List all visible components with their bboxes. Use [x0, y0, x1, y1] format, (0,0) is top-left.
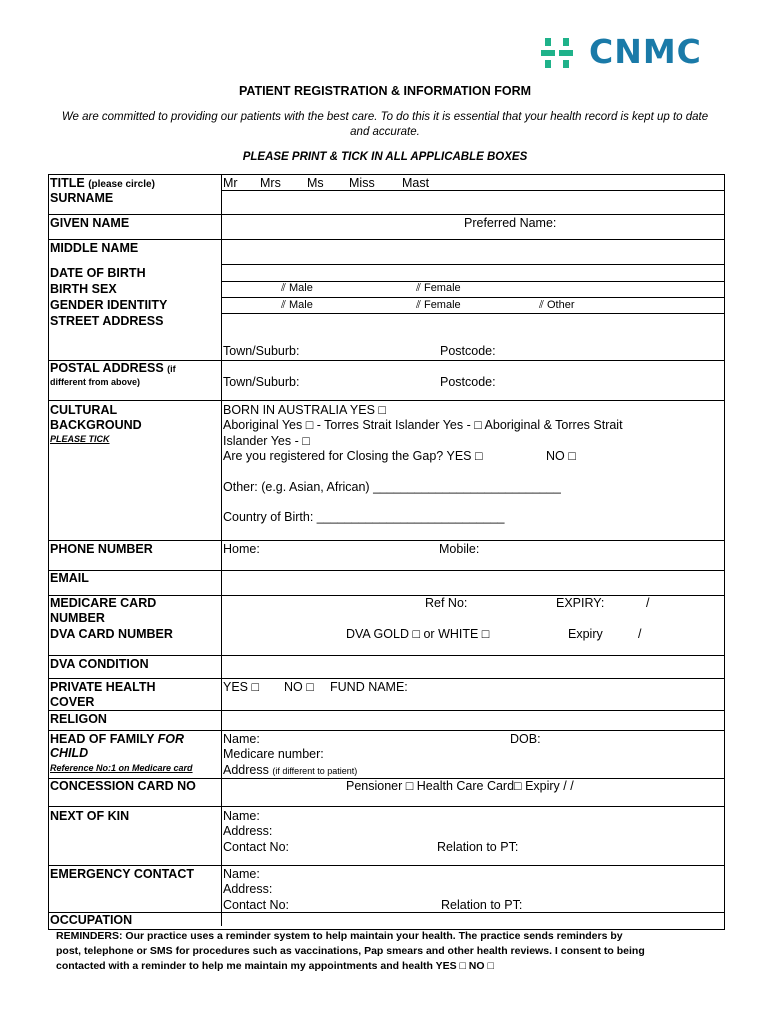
emergency-name-label: Name: [223, 867, 260, 881]
dva-card-label: DVA CARD NUMBER [50, 627, 173, 641]
street-postcode-label: Postcode: [440, 344, 496, 358]
birth-sex-female-option[interactable]: ⫽ Female [416, 282, 461, 294]
dva-expiry-label: Expiry [568, 627, 603, 641]
form-title: PATIENT REGISTRATION & INFORMATION FORM [238, 84, 532, 98]
reminder-line-2: post, telephone or SMS for procedures such as vaccinations, Pap smears and other health reviews. I consent to being [56, 945, 645, 957]
street-town-label: Town/Suburb: [223, 344, 300, 358]
dva-expiry-slash: / [638, 627, 642, 641]
expiry-slash: / [646, 596, 650, 610]
phone-label: PHONE NUMBER [50, 542, 153, 556]
postal-postcode-label: Postcode: [440, 375, 496, 389]
birth-sex-male-option[interactable]: ⫽ Male [281, 282, 313, 294]
street-address-label: STREET ADDRESS [50, 314, 164, 328]
country-birth-field[interactable]: Country of Birth: ___________________________ [223, 510, 505, 524]
head-name-label: Name: [223, 732, 260, 746]
reminder-line-1: REMINDERS: Our practice uses a reminder system to help maintain your health. The practice sends reminders by [56, 930, 623, 942]
row-divider [48, 865, 725, 866]
preferred-name-label: Preferred Name: [464, 216, 557, 230]
fund-name-label: FUND NAME: [330, 680, 408, 694]
row-divider [48, 214, 725, 215]
head-family-label: HEAD OF FAMILY FOR [50, 732, 185, 746]
postal-address-label: POSTAL ADDRESS (if [50, 361, 176, 375]
kin-relation-label: Relation to PT: [437, 840, 519, 854]
dob-label: DATE OF BIRTH [50, 266, 146, 280]
private-no-option[interactable]: NO □ [284, 680, 314, 694]
given-name-label: GIVEN NAME [50, 216, 130, 230]
private-health-label: PRIVATE HEALTH [50, 680, 156, 694]
ref-no-label: Ref No: [425, 596, 468, 610]
emergency-contact-label: Contact No: [223, 898, 290, 912]
closing-gap-yes-option[interactable]: Are you registered for Closing the Gap? YES □ [223, 449, 483, 463]
concession-options[interactable]: Pensioner □ Health Care Card□ Expiry / / [346, 779, 574, 793]
other-background-field[interactable]: Other: (e.g. Asian, African) ___________________________ [223, 480, 561, 494]
email-label: EMAIL [50, 571, 89, 585]
logo-text: CNMC [589, 32, 702, 71]
kin-contact-label: Contact No: [223, 840, 290, 854]
emergency-address-label: Address: [223, 882, 273, 896]
concession-label: CONCESSION CARD NO [50, 779, 196, 793]
child-label: CHILD [50, 746, 89, 760]
row-divider [48, 912, 725, 913]
reminder-consent [56, 929, 716, 974]
title-mast[interactable]: Mast [402, 176, 430, 190]
dva-gold-white-option[interactable]: DVA GOLD □ or WHITE □ [346, 627, 490, 641]
kin-name-label: Name: [223, 809, 260, 823]
home-phone-label: Home: [223, 542, 260, 556]
closing-gap-no-option[interactable]: NO □ [546, 449, 576, 463]
medicare-number-label: NUMBER [50, 611, 105, 625]
row-divider [48, 806, 725, 807]
reminder-line-3[interactable]: contacted with a reminder to help me maintain my appointments and health YES □ NO □ [56, 960, 494, 972]
cultural-label: CULTURAL [50, 403, 118, 417]
birth-sex-label: BIRTH SEX [50, 282, 117, 296]
title-mrs[interactable]: Mrs [260, 176, 281, 190]
gender-identity-label: GENDER IDENTIITY [50, 298, 168, 312]
occupation-label: OCCUPATION [50, 913, 133, 927]
row-divider [48, 540, 725, 541]
aboriginal-option[interactable]: Aboriginal Yes □ - Torres Strait Islander Yes - □ Aboriginal & Torres Strait [223, 418, 623, 432]
row-divider [48, 655, 725, 656]
postal-address-note: different from above) [50, 377, 141, 387]
title-mr[interactable]: Mr [223, 176, 238, 190]
born-australia-option[interactable]: BORN IN AUSTRALIA YES □ [223, 403, 386, 417]
row-divider [221, 264, 725, 265]
kin-address-label: Address: [223, 824, 273, 838]
surname-label: SURNAME [50, 191, 114, 205]
mobile-label: Mobile: [439, 542, 480, 556]
gender-other-option[interactable]: ⫽ Other [539, 299, 575, 311]
emergency-label: EMERGENCY CONTACT [50, 867, 194, 881]
medicare-number-field-label: Medicare number: [223, 747, 324, 761]
row-divider [48, 710, 725, 711]
private-yes-option[interactable]: YES □ [223, 680, 260, 694]
gender-female-option[interactable]: ⫽ Female [416, 299, 461, 311]
row-divider [221, 190, 725, 191]
cover-label: COVER [50, 695, 95, 709]
title-miss[interactable]: Miss [349, 176, 375, 190]
religion-label: RELIGON [50, 712, 107, 726]
print-instruction: PLEASE PRINT & TICK IN ALL APPLICABLE BOXES [242, 151, 528, 163]
gender-male-option[interactable]: ⫽ Male [281, 299, 313, 311]
intro-text: We are committed to providing our patients with the best care. To do this it is essential that your health record is kept up to date and accurate. [61, 111, 709, 138]
head-address-label: Address (if different to patient) [223, 763, 358, 777]
row-divider [48, 570, 725, 571]
cnmc-logo [541, 32, 711, 71]
row-divider [221, 313, 725, 314]
expiry-caps-label: EXPIRY: [556, 596, 605, 610]
reference-note: Reference No:1 on Medicare card [50, 763, 193, 773]
logo-mark-icon [541, 38, 581, 68]
head-dob-label: DOB: [510, 732, 541, 746]
middle-name-label: MIDDLE NAME [50, 241, 139, 255]
title-label: TITLE (please circle) [50, 176, 155, 190]
dva-condition-label: DVA CONDITION [50, 657, 149, 671]
medicare-label: MEDICARE CARD [50, 596, 157, 610]
row-divider [48, 239, 725, 240]
background-label: BACKGROUND [50, 418, 142, 432]
title-ms[interactable]: Ms [307, 176, 324, 190]
row-divider [48, 400, 725, 401]
row-divider [48, 678, 725, 679]
next-of-kin-label: NEXT OF KIN [50, 809, 130, 823]
column-divider [221, 174, 222, 926]
postal-town-label: Town/Suburb: [223, 375, 300, 389]
emergency-relation-label: Relation to PT: [441, 898, 523, 912]
row-divider [48, 730, 725, 731]
islander-option[interactable]: Islander Yes - □ [223, 434, 310, 448]
please-tick-note: PLEASE TICK [50, 434, 110, 444]
